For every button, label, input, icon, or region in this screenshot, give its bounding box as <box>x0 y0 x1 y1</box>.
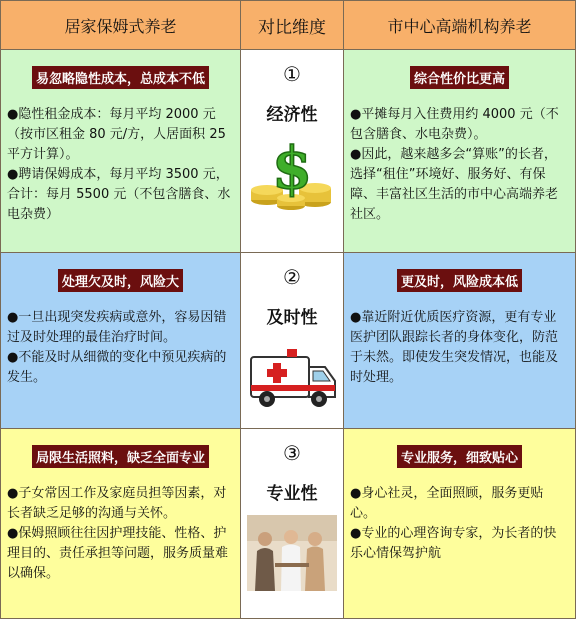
institution-item: ●平摊每月入住费用约 4000 元（不包含膳食、水电杂费）。 <box>350 107 559 142</box>
money-pile-icon <box>247 134 337 216</box>
row-timeliness-home <box>1 253 241 429</box>
dimension-label: 专业性 <box>266 484 318 504</box>
row-number: ③ <box>283 441 301 465</box>
caregivers-photo <box>247 515 337 595</box>
ambulance-icon <box>247 343 339 419</box>
home-item: ●隐性租金成本：每月平均 2000 元（按市区租金 80 元/方，人居面积 25 平方计算）。 <box>7 107 226 162</box>
institution-item: ●专业的心理咨询专家，为长者的快乐心情保驾护航 <box>350 526 557 561</box>
institution-tag: 综合性价比更高 <box>410 66 509 89</box>
institution-item: ●身心社灵，全面照顾，服务更贴心。 <box>350 486 544 521</box>
row-number: ② <box>283 265 301 289</box>
row-economy-dimension <box>241 50 344 253</box>
home-item: ●聘请保姆成本，每月平均 3500 元，合计：每月 5500 元（不包含膳食、水电杂费） <box>7 167 231 222</box>
dimension-label: 经济性 <box>266 105 318 125</box>
institution-tag: 更及时，风险成本低 <box>397 269 522 292</box>
home-tag: 局限生活照料，缺乏全面专业 <box>32 445 209 468</box>
svg-text:$: $ <box>271 134 313 202</box>
home-item: ●保姆照顾往往因护理技能、性格、护理目的、责任承担等问题，服务质量难以确保。 <box>7 526 229 581</box>
institution-item: ●靠近附近优质医疗资源，更有专业医护团队跟踪长者的身体变化，防范于未然。即使发生突发情况，也能及时处理。 <box>350 310 559 385</box>
institution-item: ●因此，越来越多会“算账”的长者，选择“租住”环境好、服务好、有保障、丰富社区生活的市中心高端养老社区。 <box>350 147 559 222</box>
home-item: ●一旦出现突发疾病或意外，容易因错过及时处理的最佳治疗时间。 <box>7 310 227 345</box>
dimension-label: 及时性 <box>266 308 318 328</box>
row-economy-home <box>1 50 241 253</box>
row-number: ① <box>283 62 301 86</box>
row-economy-institution <box>344 50 575 253</box>
header-dimension: 对比维度 <box>241 1 344 50</box>
row-professional-home <box>1 429 241 618</box>
row-timeliness-dimension <box>241 253 344 429</box>
home-tag: 易忽略隐性成本，总成本不低 <box>32 66 209 89</box>
home-item: ●子女常因工作及家庭员担等因素，对长者缺乏足够的沟通与关怀。 <box>7 486 227 521</box>
home-item: ●不能及时从细微的变化中预见疾病的发生。 <box>7 350 227 385</box>
institution-tag: 专业服务，细致贴心 <box>397 445 522 468</box>
header-institution: 市中心高端机构养老 <box>344 1 575 50</box>
header-home: 居家保姆式养老 <box>1 1 241 50</box>
row-professional-dimension <box>241 429 344 618</box>
row-timeliness-institution <box>344 253 575 429</box>
row-professional-institution <box>344 429 575 618</box>
home-tag: 处理欠及时，风险大 <box>58 269 183 292</box>
